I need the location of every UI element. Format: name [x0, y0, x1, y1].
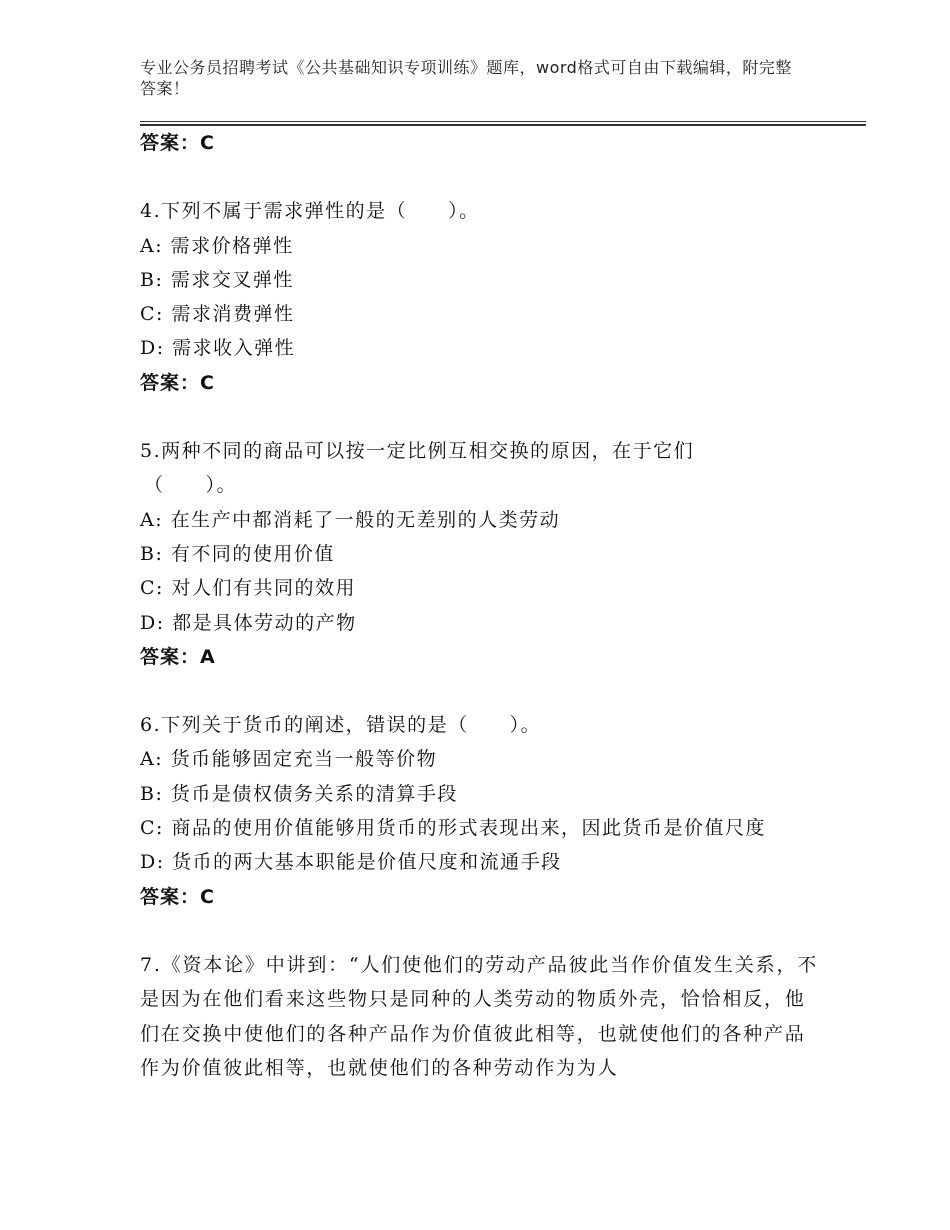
question-5-option-d: D: 都是具体劳动的产物 — [140, 611, 357, 634]
question-7-stem: 7.《资本论》中讲到：“人们使他们的劳动产品彼此当作价值发生关系，不是因为在他们看来这些物只是同种的人类劳动的物质外壳，恰恰相反，他们在交换中使他们的各种产品作为价值彼此相等，也就使他们的各种产品作为价值彼此相等，也就使他们的各种劳动作为为人 — [140, 953, 819, 1080]
answer-q4: 答案：C — [140, 371, 215, 394]
question-5-stem-cont: （ ）。 — [144, 474, 238, 497]
question-4-option-c: C: 需求消费弹性 — [140, 303, 295, 326]
question-4-option-a: A: 需求价格弹性 — [140, 234, 294, 257]
spacer — [140, 400, 820, 434]
question-5-option-a: A: 在生产中都消耗了一般的无差别的人类劳动 — [140, 508, 561, 531]
document-header: 专业公务员招聘考试《公共基础知识专项训练》题库，word格式可自由下载编辑，附完整答案！ — [140, 58, 792, 98]
spacer — [140, 674, 820, 708]
question-5-stem: 5.两种不同的商品可以按一定比例互相交换的原因，在于它们 — [140, 440, 695, 463]
question-6-option-b: B: 货币是债权债务关系的清算手段 — [140, 782, 458, 805]
question-list — [140, 126, 820, 1086]
question-5-option-b: B: 有不同的使用价值 — [140, 542, 335, 565]
header-rule-thin — [140, 121, 866, 122]
question-5-option-c: C: 对人们有共同的效用 — [140, 577, 356, 600]
spacer — [140, 160, 820, 194]
spacer — [140, 914, 820, 948]
question-4-option-b: B: 需求交叉弹性 — [140, 268, 294, 291]
question-6-option-a: A: 货币能够固定充当一般等价物 — [140, 748, 438, 771]
question-4-option-d: D: 需求收入弹性 — [140, 337, 296, 360]
question-6-option-d: D: 货币的两大基本职能是价值尺度和流通手段 — [140, 851, 562, 874]
answer-q3: 答案：C — [140, 132, 215, 154]
question-6-stem: 6.下列关于货币的阐述，错误的是（ ）。 — [140, 714, 542, 737]
question-6-option-c: C: 商品的使用价值能够用货币的形式表现出来，因此货币是价值尺度 — [140, 817, 766, 840]
answer-q6: 答案：C — [140, 885, 215, 908]
answer-q5: 答案：A — [140, 645, 216, 668]
question-4-stem: 4.下列不属于需求弹性的是（ ）。 — [140, 200, 480, 223]
